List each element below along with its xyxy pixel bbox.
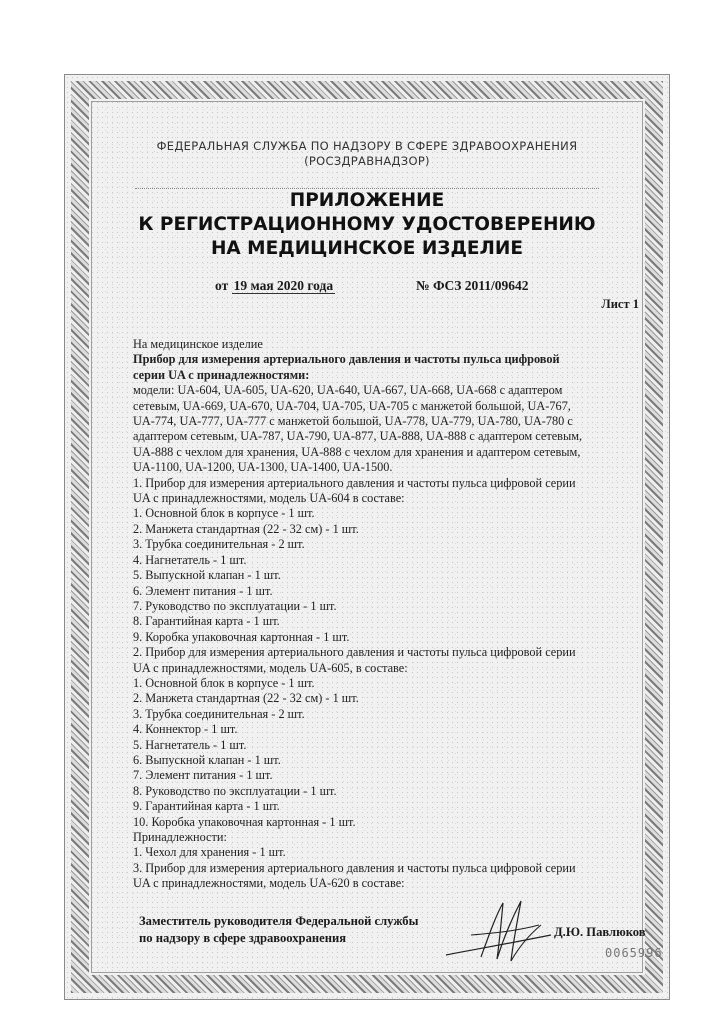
form-serial-number: 0065996	[605, 946, 663, 960]
document-title	[65, 189, 669, 261]
body-line: 5. Нагнетатель - 1 шт.	[133, 737, 247, 752]
date-value: 19 мая 2020 года	[233, 278, 334, 293]
signer-name: Д.Ю. Павлюков	[554, 925, 646, 939]
body-line: 4. Нагнетатель - 1 шт.	[133, 552, 247, 567]
body-line: 3. Прибор для измерения артериального давления и частоты пульса цифровой серии	[133, 860, 576, 875]
agency-short-name: (РОСЗДРАВНАДЗОР)	[304, 154, 430, 168]
body-line: 7. Руководство по эксплуатации - 1 шт.	[133, 598, 337, 613]
body-line: 3. Трубка соединительная - 2 шт.	[133, 706, 305, 721]
body-line: UA-774, UA-777, UA-777 с манжетой большой, UA-778, UA-779, UA-780, UA-780 с	[133, 414, 573, 429]
body-line: 6. Выпускной клапан - 1 шт.	[133, 752, 281, 767]
body-line: 8. Гарантийная карта - 1 шт.	[133, 614, 280, 629]
body-line: адаптером сетевым, UA-787, UA-790, UA-877, UA-888, UA-888 с адаптером сетевым,	[133, 429, 583, 444]
body-line: 9. Коробка упаковочная картонная - 1 шт.	[133, 629, 350, 644]
body-line: 6. Элемент питания - 1 шт.	[133, 583, 273, 598]
number-prefix: №	[416, 278, 430, 293]
body-line: 3. Трубка соединительная - 2 шт.	[133, 537, 305, 552]
issue-date	[215, 278, 335, 294]
agency-name: ФЕДЕРАЛЬНАЯ СЛУЖБА ПО НАДЗОРУ В СФЕРЕ ЗДРАВООХРАНЕНИЯ	[156, 139, 578, 153]
body-line: 2. Манжета стандартная (22 - 32 см) - 1 шт.	[133, 691, 359, 706]
body-line: 4. Коннектор - 1 шт.	[133, 722, 238, 737]
signer-title	[139, 913, 418, 947]
body-line: 10. Коробка упаковочная картонная - 1 шт.	[133, 814, 356, 829]
body-line: UA-1100, UA-1200, UA-1300, UA-1400, UA-1500.	[133, 460, 393, 475]
body-line: 7. Элемент питания - 1 шт.	[133, 768, 273, 783]
body-line: UA-888 с чехлом для хранения, UA-888 с чехлом для хранения и адаптером сетевым,	[133, 444, 581, 459]
body-line: UA с принадлежностями, модель UA-605, в составе:	[133, 660, 408, 675]
body-line: 2. Манжета стандартная (22 - 32 см) - 1 шт.	[133, 521, 359, 536]
handwritten-signature	[441, 895, 561, 965]
body-line: 1. Прибор для измерения артериального давления и частоты пульса цифровой серии	[133, 475, 576, 490]
title-line-1: ПРИЛОЖЕНИЕ	[289, 190, 445, 211]
product-name-line-1: Прибор для измерения артериального давления и частоты пульса цифровой	[133, 352, 560, 367]
body-line: UA с принадлежностями, модель UA-604 в составе:	[133, 491, 405, 506]
body-line: 1. Чехол для хранения - 1 шт.	[133, 845, 286, 860]
sheet-number: Лист 1	[601, 297, 639, 311]
body-line: 8. Руководство по эксплуатации - 1 шт.	[133, 783, 337, 798]
intro-text: На медицинское изделие	[133, 337, 263, 351]
body-line: сетевым, UA-669, UA-670, UA-704, UA-705, UA-705 с манжетой большой, UA-767,	[133, 398, 571, 413]
body-line: 2. Прибор для измерения артериального давления и частоты пульса цифровой серии	[133, 645, 576, 660]
date-prefix: от	[215, 278, 229, 293]
body-line: 5. Выпускной клапан - 1 шт.	[133, 568, 281, 583]
agency-header	[65, 139, 669, 169]
title-line-2: К РЕГИСТРАЦИОННОМУ УДОСТОВЕРЕНИЮ	[138, 214, 596, 235]
body-line: UA с принадлежностями, модель UA-620 в составе:	[133, 876, 405, 891]
signer-title-line-1: Заместитель руководителя Федеральной службы	[139, 914, 419, 928]
signer-title-line-2: по надзору в сфере здравоохранения	[139, 931, 347, 945]
number-value: ФСЗ 2011/09642	[432, 278, 529, 293]
product-name-line-2: серии UA с принадлежностями:	[133, 367, 310, 382]
registration-number	[416, 278, 529, 294]
body-line: модели: UA-604, UA-605, UA-620, UA-640, UA-667, UA-668, UA-668 с адаптером	[133, 383, 563, 398]
certificate-sheet	[64, 74, 670, 1000]
body-lines	[133, 383, 653, 891]
body-line: 1. Основной блок в корпусе - 1 шт.	[133, 675, 315, 690]
body-line: Принадлежности:	[133, 830, 227, 844]
body-line: 1. Основной блок в корпусе - 1 шт.	[133, 506, 315, 521]
title-line-3: НА МЕДИЦИНСКОЕ ИЗДЕЛИЕ	[210, 238, 524, 259]
document-body	[133, 337, 653, 892]
body-line: 9. Гарантийная карта - 1 шт.	[133, 799, 280, 814]
